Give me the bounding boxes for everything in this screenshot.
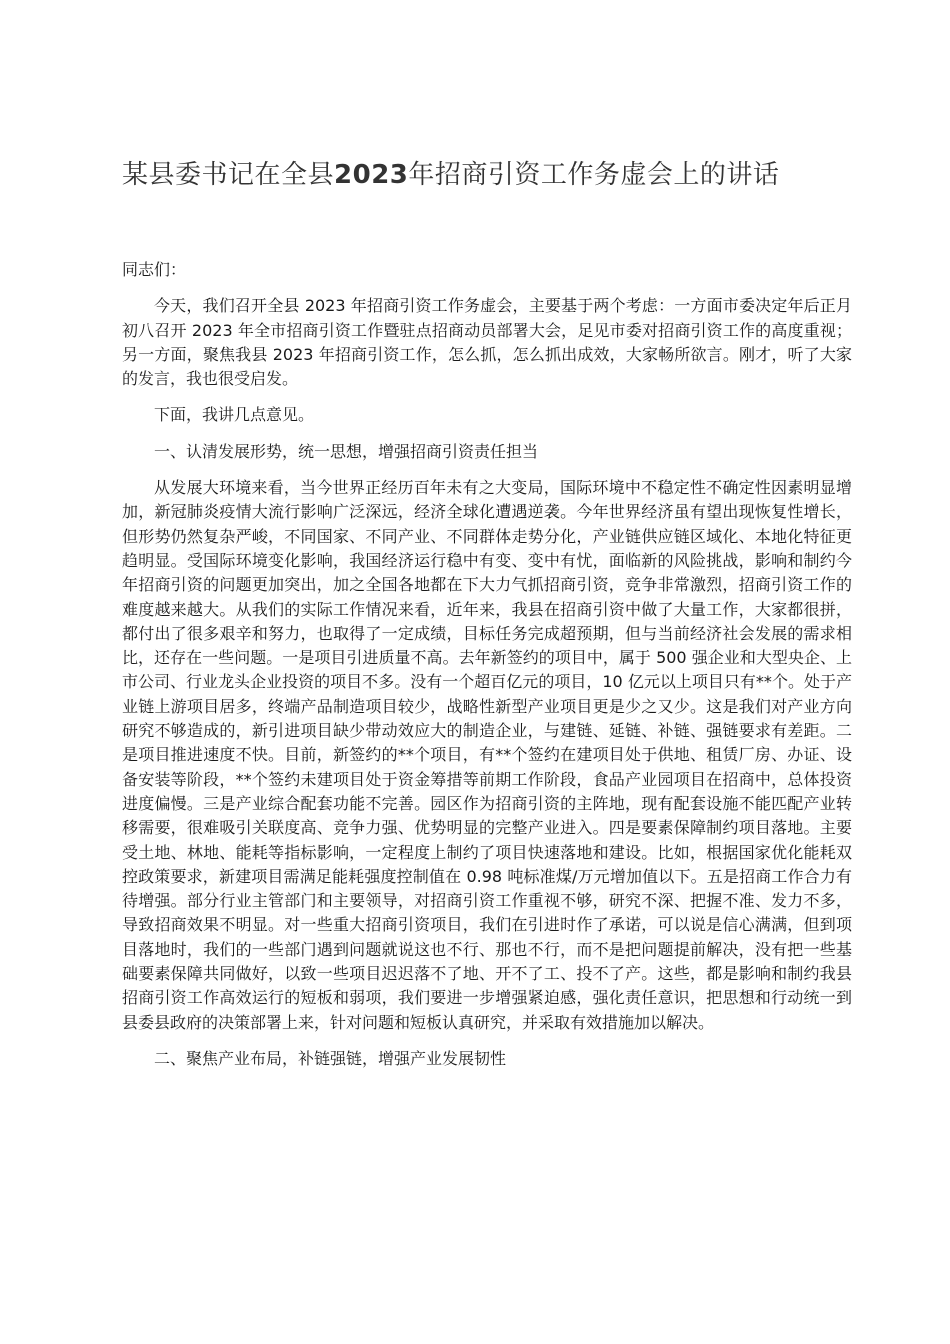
paragraph-intro: 今天，我们召开全县 2023 年招商引资工作务虚会，主要基于两个考虑：一方面市委决定年后正月初八召开 2023 年全市招商引资工作暨驻点招商动员部署大会，足见市委对招商引资工作的高度重视；另一方面，聚焦我县 2023 年招商引资工作，怎么抓，怎么抓出成效，大家畅所欲言。刚才，听了大家的发言，我也很受启发。 <box>122 296 852 389</box>
section-heading-2: 二、聚焦产业布局，补链强链，增强产业发展韧性 <box>154 1048 507 1068</box>
paragraph-section-1: 从发展大环境来看，当今世界正经历百年未有之大变局，国际环境中不稳定性不确定性因素明显增加，新冠肺炎疫情大流行影响广泛深远，经济全球化遭遇逆袭。今年世界经济虽有望出现恢复性增长，但形势仍然复杂严峻，不同国家、不同产业、不同群体走势分化，产业链供应链区域化、本地化特征更趋明显。受国际环境变化影响，我国经济运行稳中有变、变中有忧，面临新的风险挑战，影响和制约今年招商引资的问题更加突出，加之全国各地都在下大力气抓招商引资，竞争非常激烈，招商引资工作的难度越来越大。从我们的实际工作情况来看，近年来，我县在招商引资中做了大量工作，大家都很拼，都付出了很多艰辛和努力，也取得了一定成绩，目标任务完成超预期，但与当前经济社会发展的需求相比，还存在一些问题。一是项目引进质量不高。去年新签约的项目中，属于 500 强企业和大型央企、上市公司、行业龙头企业投资的项目不多。没有一个超百亿元的项目，10 亿元以上项目只有**个。处于产业链上游项目居多，终端产品制造项目较少，战略性新型产业项目更是少之又少。这是我们对产业方向研究不够造成的，新引进项目缺少带动效应大的制造企业，与建链、延链、补链、强链要求有差距。二是项目推进速度不快。目前，新签约的**个项目，有**个签约在建项目处于供地、租赁厂房、办证、设备安装等阶段，**个签约未建项目处于资金筹措等前期工作阶段，食品产业园项目在招商中，总体投资进度偏慢。三是产业综合配套功能不完善。园区作为招商引资的主阵地，现有配套设施不能匹配产业转移需要，很难吸引关联度高、竞争力强、优势明显的完整产业进入。四是要素保障制约项目落地。主要受土地、林地、能耗等指标影响，一定程度上制约了项目快速落地和建设。比如，根据国家优化能耗双控政策要求，新建项目需满足能耗强度控制值在 0.98 吨标准煤/万元增加值以下。五是招商工作合力有待增强。部分行业主管部门和主要领导，对招商引资工作重视不够，研究不深、把握不准、发力不多，导致招商效果不明显。对一些重大招商引资项目，我们在引进时作了承诺，可以说是信心满满，但到项目落地时，我们的一些部门遇到问题就说这也不行、那也不行，而不是把问题提前解决，没有把一些基础要素保障共同做好，以致一些项目迟迟落不了地、开不了工、投不了产。这些，都是影响和制约我县招商引资工作高效运行的短板和弱项，我们要进一步增强紧迫感，强化责任意识，把思想和行动统一到县委县政府的决策部署上来，针对问题和短板认真研究，并采取有效措施加以解决。 <box>122 478 852 1032</box>
section-heading-1: 一、认清发展形势，统一思想，增强招商引资责任担当 <box>154 441 539 461</box>
document-body <box>122 258 852 1083</box>
title-suffix: 年招商引资工作务虚会上的讲话 <box>408 160 780 190</box>
title-prefix: 某县委书记在全县 <box>122 160 335 190</box>
salutation: 同志们： <box>122 260 187 279</box>
paragraph-transition: 下面，我讲几点意见。 <box>154 405 315 425</box>
title-year: 2023 <box>334 160 409 190</box>
document-title <box>122 150 842 200</box>
